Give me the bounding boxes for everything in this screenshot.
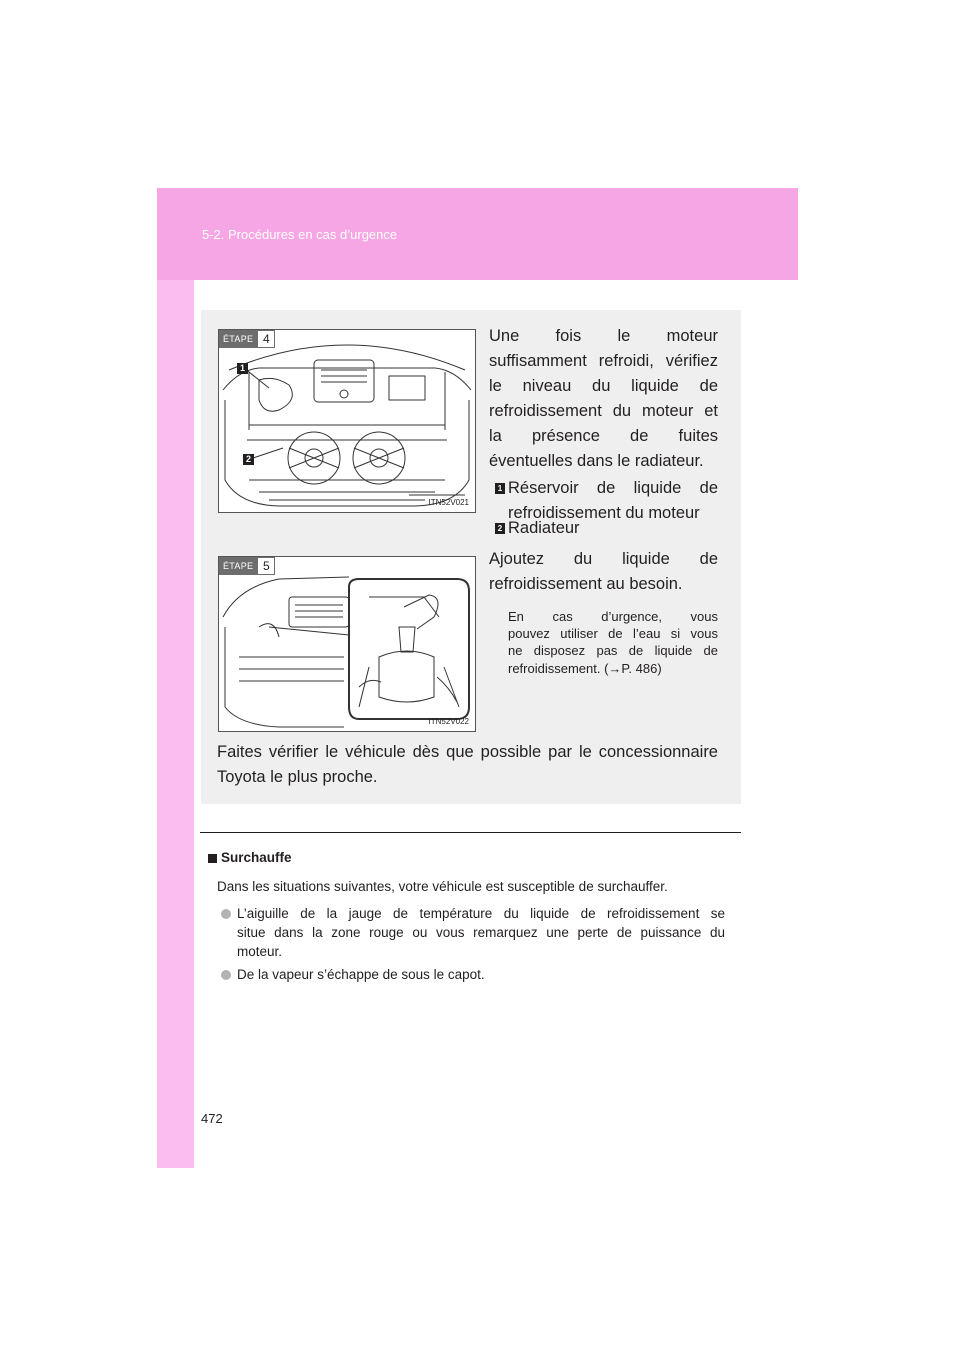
bullet-icon xyxy=(221,909,231,919)
bullet-icon xyxy=(221,970,231,980)
bullet-text-line: L’aiguille de la jauge de température du liquide de refroidissement se xyxy=(237,906,725,921)
note-intro: Dans les situations suivantes, votre véhicule est susceptible de surchauffer. xyxy=(217,879,668,894)
step-4-text-line: refroidissement du moteur et xyxy=(489,402,718,420)
step-5-text-line: Ajoutez du liquide de xyxy=(489,550,718,568)
side-band xyxy=(157,280,194,1168)
final-text-line: Toyota le plus proche. xyxy=(217,768,378,786)
legend-number-1: 1 xyxy=(495,483,505,494)
bullet-text-line: moteur. xyxy=(237,944,283,959)
step-4-text-line: le niveau du liquide de xyxy=(489,377,718,395)
coolant-refill-drawing xyxy=(219,557,475,731)
divider xyxy=(200,832,741,833)
step-4-text-line: éventuelles dans le radiateur. xyxy=(489,452,704,470)
step-4-badge: ÉTAPE 4 xyxy=(219,330,275,348)
figure-code-5: ITN52V022 xyxy=(428,717,469,726)
bullet-text-line: situe dans la zone rouge ou vous remarquez une perte de puissance du xyxy=(237,925,725,940)
legend-text-line: Radiateur xyxy=(508,519,580,537)
step-4-text-line: suffisamment refroidi, vérifiez xyxy=(489,352,718,370)
step-4-text-line: Une fois le moteur xyxy=(489,327,718,345)
coolant-refill-illustration xyxy=(218,556,476,732)
step-5-note-line: ne disposez pas de liquide de xyxy=(508,643,718,658)
bullet-text-line: De la vapeur s’échappe de sous le capot. xyxy=(237,967,485,982)
callout-2: 2 xyxy=(243,454,254,465)
figure-code-4: ITN52V021 xyxy=(428,498,469,507)
page-number: 472 xyxy=(201,1111,223,1126)
legend-number-2: 2 xyxy=(495,523,505,534)
legend-text-line: Réservoir de liquide de xyxy=(508,479,718,497)
callout-1: 1 xyxy=(237,363,248,374)
step-5-badge: ÉTAPE 5 xyxy=(219,557,275,575)
final-text-line: Faites vérifier le véhicule dès que possible par le concessionnaire xyxy=(217,743,718,761)
engine-bay-drawing xyxy=(219,330,475,512)
step-4-text-line: la présence de fuites xyxy=(489,427,718,445)
step-5-note-line: En cas d’urgence, vous xyxy=(508,609,718,624)
step-5-note-line: refroidissement. (→P. 486) xyxy=(508,661,662,676)
step-5-note-line: pouvez utiliser de l’eau si vous xyxy=(508,626,718,641)
legend-text-line: refroidissement du moteur xyxy=(508,504,700,522)
note-title: Surchauffe xyxy=(221,850,292,865)
engine-bay-illustration xyxy=(218,329,476,513)
section-title: 5-2. Procédures en cas d’urgence xyxy=(202,227,398,242)
note-square-icon xyxy=(208,854,217,863)
step-5-text-line: refroidissement au besoin. xyxy=(489,575,683,593)
legend-item-2 xyxy=(497,516,580,541)
